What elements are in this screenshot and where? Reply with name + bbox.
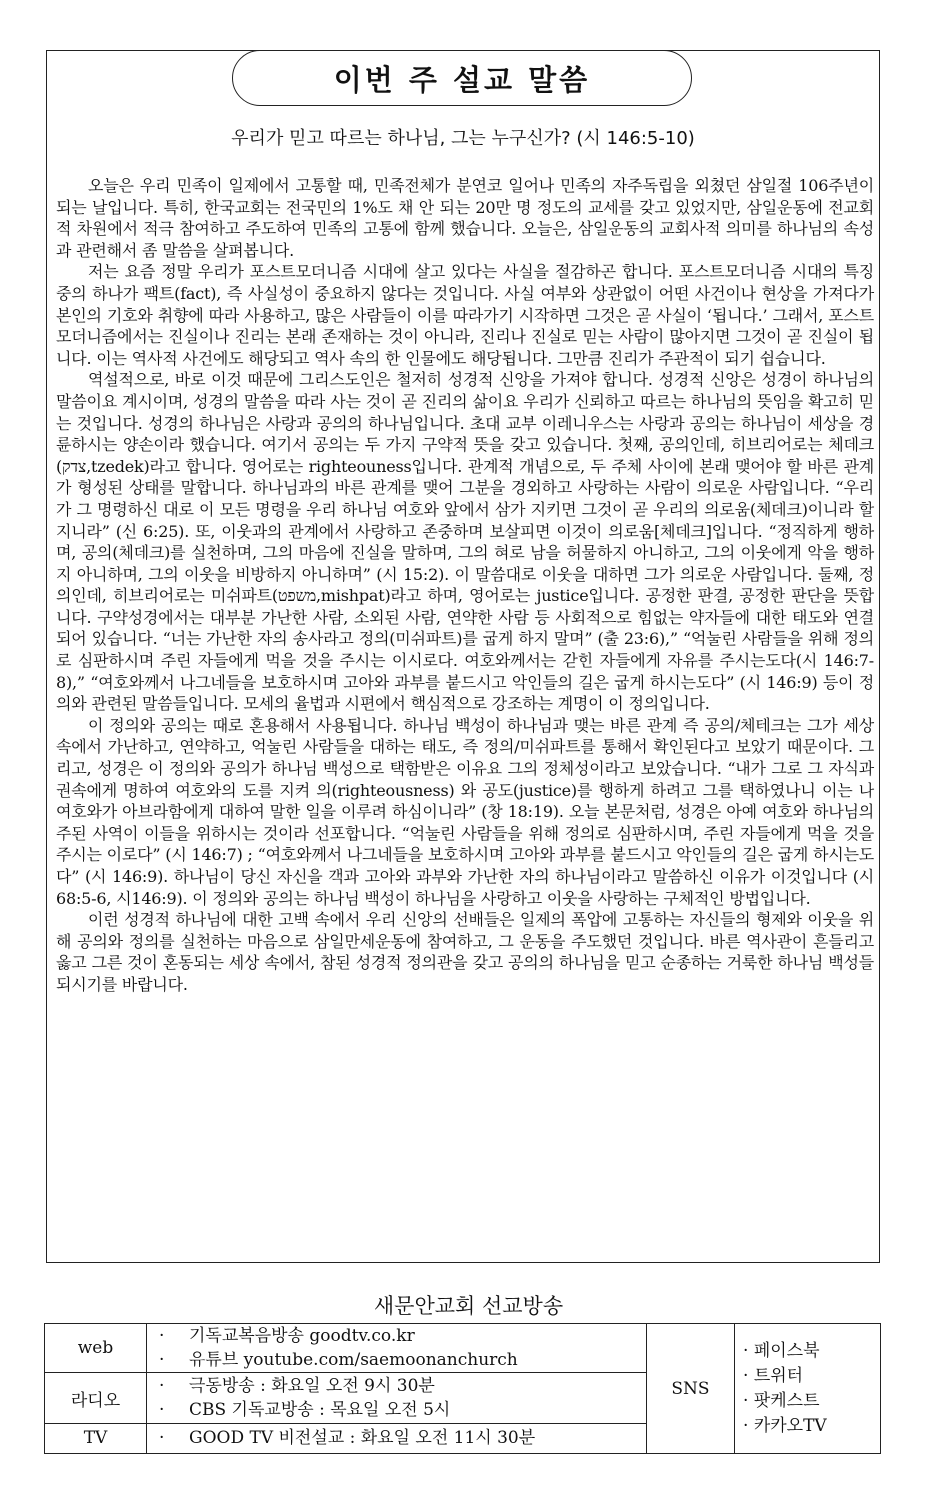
tv-label: TV: [45, 1423, 147, 1453]
list-item: · 극동방송 : 화요일 오전 9시 30분: [159, 1376, 435, 1397]
list-item: · 팟케스트: [743, 1390, 820, 1411]
page-title: 이번 주 설교 말씀: [232, 50, 692, 106]
sns-items: [735, 1324, 881, 1454]
sermon-paragraph: 역설적으로, 바로 이것 때문에 그리스도인은 철저히 성경적 신앙을 가져야 합니다. 성경적 신앙은 성경이 하나님의 말씀이요 계시이며, 성경의 말씀을 따라 사는 것이 곧 진리의 삶이요 우리가 신뢰하고 따르는 하나님의 뜻임을 확고히 믿는 것입니다. 성경의 하나님은 사랑과 공의의 하나님입니다. 초대 교부 이레니우스는 사랑과 공의는 하나님이 세상을 경륜하시는 양손이라 했습니다. 여기서 공의는 두 가지 구약적 뜻을 갖고 있습니다. 첫째, 공의인데, 히브리어로는 체데크(צדק,tzedek)라고 합니다. 영어로는 righteouness입니다. 관계적 개념으로, 두 주체 사이에 본래 맺어야 할 바른 관계가 형성된 상태를 말합니다. 하나님과의 바른 관계를 맺어 그분을 경외하고 사랑하는 사람이 의로운 사람입니다. “우리가 그 명령하신 대로 이 모든 명령을 우리 하나님 여호와 앞에서 삼가 지키면 그것이 곧 우리의 의로움(체데크)이니라 할지니라” (신 6:25). 또, 이웃과의 관계에서 사랑하고 존중하며 보살피면 이것이 의로움[체데크]입니다. “정직하게 행하며, 공의(체데크)를 실천하며, 그의 마음에 진실을 말하며, 그의 혀로 남을 허물하지 아니하고, 그의 이웃에게 악을 행하지 아니하며, 그의 이웃을 비방하지 아니하며” (시 15:2). 이 말씀대로 이웃을 대하면 그가 의로운 사람입니다. 둘째, 정의인데, 히브리어로는 미쉬파트(משפט,mishpat)라고 하며, 영어로는 justice입니다. 공정한 판결, 공정한 판단을 뜻합니다. 구약성경에서는 대부분 가난한 사람, 소외된 사람, 연약한 사람 등 사회적으로 힘없는 약자들에 대한 태도와 연결되어 있습니다. “너는 가난한 자의 송사라고 정의(미쉬파트)를 굽게 하지 말며” (출 23:6),” “억눌린 사람들을 위해 정의로 심판하시며 주린 자들에게 먹을 것을 주시는 이시로다. 여호와께서는 갇힌 자들에게 자유를 주시는도다(시 146:7-8),” “여호와께서 나그네들을 보호하시며 고아와 과부를 붙드시고 악인들의 길은 굽게 하시는도다” (시 146:9) 등이 정의와 관련된 말씀들입니다. 모세의 율법과 시편에서 핵심적으로 강조하는 계명이 이 정의입니다.: [56, 370, 874, 714]
list-item: · 기독교복음방송 goodtv.co.kr: [159, 1326, 415, 1347]
sns-label: SNS: [647, 1324, 735, 1454]
list-item: · 카카오TV: [743, 1415, 827, 1436]
web-items: [147, 1324, 647, 1373]
sermon-subtitle: 우리가 믿고 따르는 하나님, 그는 누구신가? (시 146:5-10): [231, 128, 695, 149]
broadcast-table: [44, 1323, 881, 1454]
web-label: web: [45, 1324, 147, 1373]
sermon-paragraph: 오늘은 우리 민족이 일제에서 고통할 때, 민족전체가 분연코 일어나 민족의 자주독립을 외쳤던 삼일절 106주년이 되는 날입니다. 특히, 한국교회는 전국민의 1%도 채 안 되는 20만 명 정도의 교세를 갖고 있었지만, 삼일운동에 전교회적 차원에서 적극 참여하고 주도하여 민족의 고통에 함께 했습니다. 오늘은, 삼일운동의 교회사적 의미를 하나님의 속성과 관련해서 좀 말씀을 살펴봅니다.: [56, 176, 874, 260]
sermon-paragraph: 이런 성경적 하나님에 대한 고백 속에서 우리 신앙의 선배들은 일제의 폭압에 고통하는 자신들의 형제와 이웃을 위해 공의와 정의를 실천하는 마음으로 삼일만세운동에 참여하고, 그 운동을 주도했던 것입니다. 바른 역사관이 흔들리고 옳고 그른 것이 혼동되는 세상 속에서, 참된 성경적 정의관을 갖고 공의의 하나님을 믿고 순종하는 거룩한 하나님 백성들 되시기를 바랍니다.: [56, 910, 874, 994]
table-row: [45, 1324, 881, 1373]
radio-items: [147, 1373, 647, 1423]
radio-label: 라디오: [45, 1373, 147, 1423]
list-item: · 유튜브 youtube.com/saemoonanchurch: [159, 1350, 518, 1371]
sermon-paragraph: 이 정의와 공의는 때로 혼용해서 사용됩니다. 하나님 백성이 하나님과 맺는 바른 관계 즉 공의/체테크는 그가 세상 속에서 가난하고, 연약하고, 억눌린 사람들을 대하는 태도, 즉 정의/미쉬파트를 통해서 확인된다고 보았기 때문이다. 그리고, 성경은 이 정의와 공의가 하나님 백성으로 택함받은 이유요 그의 정체성이라고 보았습니다. “내가 그로 그 자식과 권속에게 명하여 여호와의 도를 지켜 의(righteousness) 와 공도(justice)를 행하게 하려고 그를 택하였나니 이는 나 여호와가 아브라함에게 대하여 말한 일을 이루려 하심이니라” (창 18:19). 오늘 본문처럼, 성경은 아예 여호와 하나님의 주된 사역이 이들을 위하시는 것이라 선포합니다. “억눌린 사람들을 위해 정의로 심판하시며, 주린 자들에게 먹을 것을 주시는 이로다” (시 146:7) ; “여호와께서 나그네들을 보호하시며 고아와 과부를 붙드시고 악인들의 길은 굽게 하시는도다” (시 146:9). 하나님이 당신 자신을 객과 고아와 과부와 가난한 자의 하나님이라고 말씀하신 이유가 이것입니다 (시 68:5-6, 시146:9). 이 정의와 공의는 하나님 백성이 하나님을 사랑하고 이웃을 사랑하는 구체적인 방법입니다.: [56, 715, 875, 908]
broadcast-title: 새문안교회 선교방송: [373, 1294, 564, 1318]
list-item: · 페이스북: [743, 1340, 820, 1361]
sermon-body: [56, 175, 874, 996]
list-item: · GOOD TV 비전설교 : 화요일 오전 11시 30분: [159, 1428, 536, 1449]
list-item: · 트위터: [743, 1365, 804, 1386]
tv-items: [147, 1423, 647, 1453]
list-item: · CBS 기독교방송 : 목요일 오전 5시: [159, 1400, 451, 1421]
sermon-paragraph: 저는 요즘 정말 우리가 포스트모더니즘 시대에 살고 있다는 사실을 절감하곤 합니다. 포스트모더니즘 시대의 특징 중의 하나가 팩트(fact), 즉 사실성이 중요하지 않다는 것입니다. 사실 여부와 상관없이 어떤 사건이나 현상을 가져다가 본인의 기호와 취향에 따라 사용하고, 많은 사람들이 이를 따라가기 시작하면 그것은 곧 사실이 ‘됩니다.’ 그래서, 포스트모더니즘에서는 진실이나 진리는 본래 존재하는 것이 아니라, 진리나 진실로 믿는 사람이 많아지면 그것이 곧 진실이 됩니다. 이는 역사적 사건에도 해당되고 역사 속의 한 인물에도 해당됩니다. 그만큼 진리가 주관적이 되기 쉽습니다.: [56, 262, 874, 368]
